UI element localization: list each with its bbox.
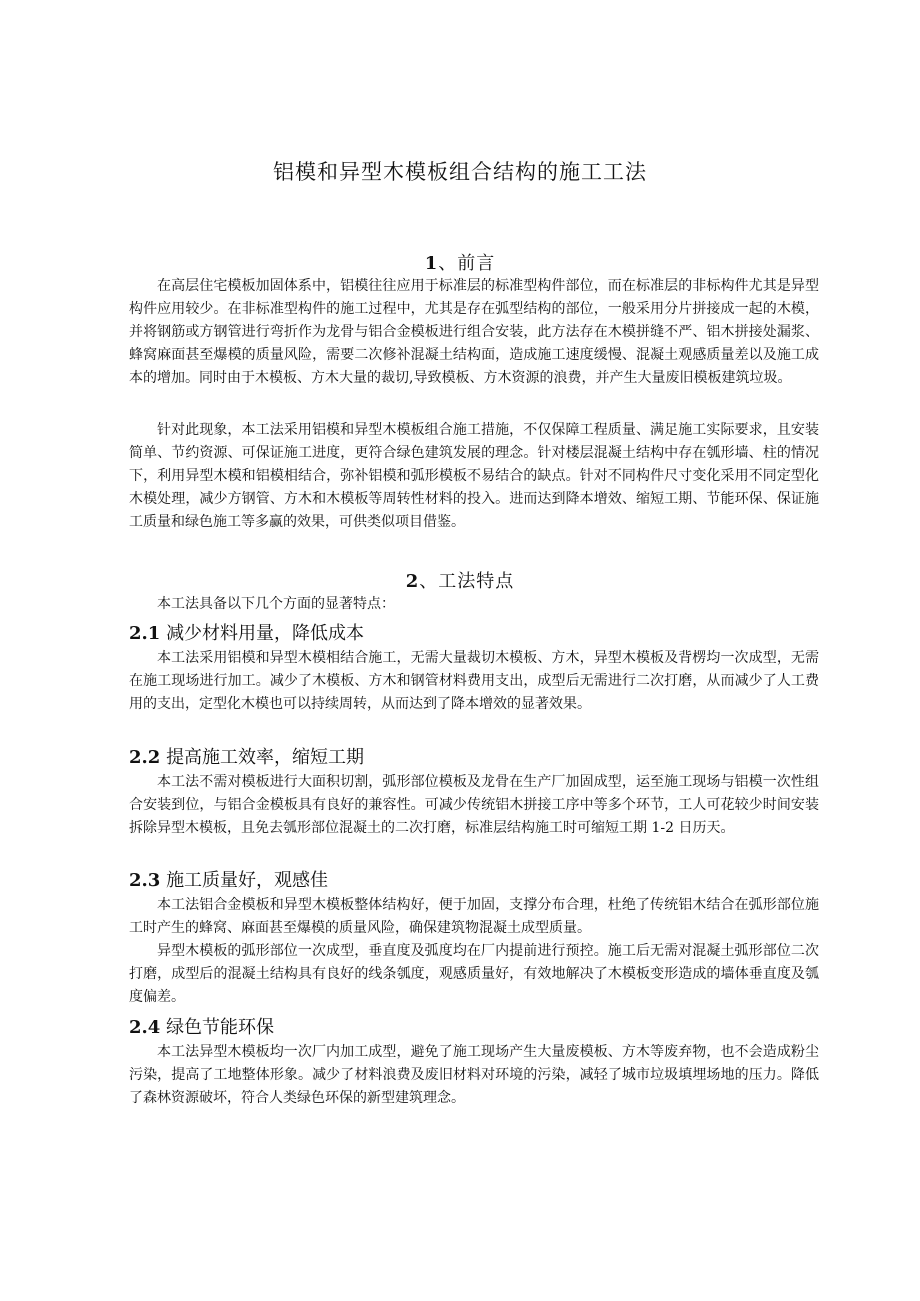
subsection-2-4-number: 2.4 [129, 1017, 161, 1038]
subsection-2-3-title: 施工质量好，观感佳 [166, 870, 329, 891]
subsection-2-1-heading [129, 619, 364, 645]
section-2-number: 2 [405, 571, 420, 592]
subsection-2-4-paragraph: 本工法异型木模板均一次厂内加工成型，避免了施工现场产生大量废模板、方木等废弃物，也不会造成粉尘污染，提高了工地整体形象。减少了材料浪费及废旧材料对环境的污染，减轻了城市垃圾填埋场地的压力。降低了森林资源破坏，符合人类绿色环保的新型建筑理念。 [129, 1044, 819, 1106]
subsection-2-2-title: 提高施工效率，缩短工期 [166, 747, 365, 768]
subsection-2-1-title: 减少材料用量，降低成本 [166, 623, 365, 644]
subsection-2-3-paragraph-2: 异型木模板的弧形部位一次成型，垂直度及弧度均在厂内提前进行预控。施工后无需对混凝土弧形部位二次打磨，成型后的混凝土结构具有良好的线条瓠度，观感质量好，有效地解决了木模板变形造成的墙体垂直度及瓠度偏差。 [129, 943, 819, 1005]
subsection-2-2-heading [129, 743, 364, 769]
section-1-heading [0, 249, 920, 275]
subsection-2-1-number: 2.1 [129, 623, 161, 644]
section-2-heading [0, 567, 920, 593]
subsection-2-4-title: 绿色节能环保 [166, 1017, 275, 1038]
section-2-title: 、工法特点 [419, 571, 515, 592]
section-1-title: 、前言 [438, 253, 496, 274]
subsection-2-3-heading [129, 866, 328, 892]
document-title: 铝模和异型木模板组合结构的施工工法 [273, 160, 647, 184]
subsection-2-2-number: 2.2 [129, 747, 161, 768]
section-1-paragraph-1: 在高层住宅模板加固体系中，铝模往往应用于标准层的标准型构件部位，而在标准层的非标构件尤其是异型构件应用较少。在非标准型构件的施工过程中，尤其是存在弧型结构的部位，一般采用分片拼接成一起的木模，并将钢筋或方钢管进行弯折作为龙骨与铝合金模板进行组合安装，此方法存在木模拼缝不严、铝木拼接处漏浆、蜂窝麻面甚至爆模的质量风险，需要二次修补混凝土结构面，造成施工速度缓慢、混凝土观感质量差以及施工成本的增加。同时由于木模板、方木大量的裁切,导致模板、方木资源的浪费，并产生大量废旧模板建筑垃圾。 [129, 278, 819, 386]
subsection-2-2-paragraph: 本工法不需对模板进行大面积切割，弧形部位模板及龙骨在生产厂加固成型，运至施工现场与铝模一次性组合安装到位，与铝合金模板具有良好的兼容性。可减少传统铝木拼接工序中等多个环节，工人可花较少时间安装拆除异型木模板，且免去瓠形部位混凝土的二次打磨，标准层结构施工时可缩短工期 1-2 日历天。 [129, 774, 819, 836]
section-2-intro: 本工法具备以下几个方面的显著特点： [157, 596, 395, 612]
section-1-paragraph-2: 针对此现象，本工法采用铝模和异型木模板组合施工措施，不仅保障工程质量、满足施工实际要求，且安装简单、节约资源、可保证施工进度，更符合绿色建筑发展的理念。针对楼层混凝土结构中存在瓠形墙、柱的情况下，利用异型木模和铝模相结合，弥补铝模和弧形模板不易结合的缺点。针对不同构件尺寸变化采用不同定型化木模处理，减少方钢管、方木和木模板等周转性材料的投入。进而达到降本增效、缩短工期、节能环保、保证施工质量和绿色施工等多赢的效果，可供类似项目借鉴。 [129, 422, 819, 530]
subsection-2-3-paragraph-1: 本工法铝合金模板和异型木模板整体结构好，便于加固，支撑分布合理，杜绝了传统铝木结合在弧形部位施工时产生的蜂窝、麻面甚至爆模的质量风险，确保建筑物混凝土成型质量。 [129, 897, 819, 936]
section-1-number: 1 [424, 253, 439, 274]
subsection-2-1-paragraph: 本工法采用铝模和异型木模相结合施工，无需大量裁切木模板、方木，异型木模板及背楞均一次成型，无需在施工现场进行加工。减少了木模板、方木和钢管材料费用支出，成型后无需进行二次打磨，从而减少了人工费用的支出，定型化木模也可以持续周转，从而达到了降本增效的显著效果。 [129, 650, 819, 712]
subsection-2-4-heading [129, 1013, 274, 1039]
subsection-2-3-number: 2.3 [129, 870, 161, 891]
